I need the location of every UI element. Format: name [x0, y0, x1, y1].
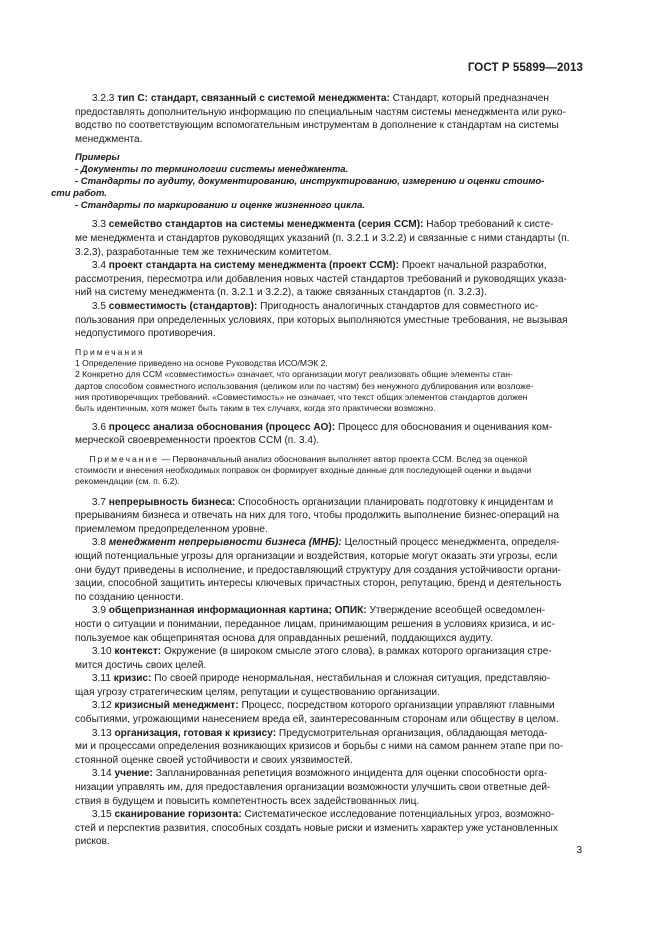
section-number: 3.7 [91, 496, 106, 508]
text-line: зации, способной защитить интересы ключевых причастных сторон, репутацию, бренд и деятельность [75, 578, 562, 590]
note-item: 1 Определение приведено на основе Руководства ИСО/МЭК 2. [75, 358, 328, 369]
example-item: сти работ. [51, 188, 107, 200]
section-3-13 [75, 727, 581, 768]
examples-heading: Примеры [75, 152, 120, 164]
note-block [75, 454, 581, 488]
text-line: По своей природе ненормальная, нестабильная и сложная ситуация, представляю- [154, 673, 551, 685]
term-title: семейство стандартов на системы менеджмента (серия ССМ): [108, 219, 424, 231]
term-title: учение: [114, 768, 153, 780]
text-line: приемлемом предопределенном уровне. [75, 523, 268, 535]
note-dash: — [161, 453, 171, 464]
text-line: предоставлять дополнительную информацию по специальным частям системы менеджмента или руко- [75, 106, 566, 118]
text-line: они будут приведены в исполнение, и предоставляющий структуру для создания устойчивости органи- [75, 564, 561, 576]
text-line: ствия в будущем и повысить компетентность всех задействованных лиц. [75, 795, 420, 807]
page-content [51, 92, 581, 849]
term-title: проект стандарта на систему менеджмента (проект ССМ): [108, 260, 400, 272]
text-line: низации управлять им, для предоставления организации возможности улучшить свои ответные дей- [75, 782, 551, 794]
term-title: совместимость (стандартов): [108, 300, 258, 312]
section-3-9 [75, 604, 581, 645]
text-line: Запланированная репетиция возможного инцидента для оценки способности орга- [155, 768, 548, 780]
text-line: Целостный процесс менеджмента, определя- [344, 537, 560, 549]
text-line: Процесс, посредством которого организации управляют главными [241, 700, 555, 712]
term-title: тип С: стандарт, связанный с системой менеджмента: [117, 93, 390, 104]
text-line: стоянной оценке своей устойчивости и своих уязвимостей. [75, 754, 353, 766]
notes-heading: Примечания [75, 346, 145, 357]
text-line: водство по соответствующим вспомогательным инструментам в дополнение к стандартам на системы [75, 120, 559, 132]
section-3-11 [75, 672, 581, 699]
note-text: Первоначальный анализ обоснования выполняет автор проекта ССМ. Вслед за оценкой [172, 453, 528, 464]
section-number: 3.14 [91, 768, 112, 780]
section-number: 3.3 [91, 219, 106, 231]
text-line: Стандарт, который предназначен [392, 93, 549, 104]
note-text: рекомендации (см. п. 6.2). [75, 476, 180, 487]
text-line: стей и перспектив развития, способных создать новые риски и изменить характер уже установленных [75, 822, 558, 834]
term-title: непрерывность бизнеса: [108, 496, 236, 508]
section-3-3 [75, 218, 581, 259]
text-line: щая угрозу стратегическим целям, репутации и существованию организации. [75, 686, 440, 698]
text-line: ности о ситуации и понимании, переданное лицам, принимающим решения в условиях кризиса, и ис- [75, 618, 555, 630]
section-number: 3.9 [91, 605, 106, 617]
note-item: быть идентичным, хотя может быть таким в тех случаях, когда это практически возможно. [75, 403, 436, 414]
text-line: рассмотрения, пересмотра или добавления новых частей стандартов требований и руководящих указа- [75, 273, 567, 285]
term-title: менеджмент непрерывности бизнеса (МНБ): [108, 537, 342, 549]
section-3-2-3 [75, 92, 581, 146]
section-number: 3.6 [91, 421, 106, 433]
text-line: по созданию ценности. [75, 591, 184, 603]
text-line: Процесс для обоснования и оценивания ком- [337, 421, 553, 433]
section-3-4 [75, 259, 581, 300]
section-number: 3.5 [91, 300, 106, 312]
notes-block [75, 347, 581, 415]
example-item: - Стандарты по маркированию и оценке жизненного цикла. [75, 200, 365, 212]
term-title: кризисный менеджмент: [114, 700, 239, 712]
text-line: ме менеджмента и стандартов руководящих указаний (п. 3.2.1 и 3.2.2) и связанные с ними стандарты (п. [75, 232, 570, 244]
section-3-14 [75, 767, 581, 808]
note-item: 2 Конкретно для ССМ «совместимость» означает, что организации могут реализовать общие элементы стан- [75, 369, 513, 380]
text-line: событиями, угрожающими нанесением вреда ей, заинтересованным сторонам или обществу в целом. [75, 714, 559, 726]
example-item: - Стандарты по аудиту, документированию, инструктированию, измерению и оценки стоимо- [75, 176, 545, 188]
text-line: рисков. [75, 836, 110, 848]
section-3-7 [75, 496, 581, 537]
section-number: 3.10 [91, 646, 112, 658]
page-number: 3 [576, 845, 582, 856]
text-line: Окружение (в широком смысле этого слова), в рамках которого организация стре- [164, 646, 552, 658]
section-number: 3.12 [91, 700, 112, 712]
section-3-8 [75, 536, 581, 604]
section-number: 3.11 [91, 673, 111, 685]
section-number: 3.4 [91, 260, 106, 272]
section-number: 3.2.3 [91, 93, 115, 104]
text-line: Набор требований к систе- [426, 219, 554, 231]
document-id: ГОСТ Р 55899—2013 [467, 62, 583, 74]
example-item: - Документы по терминологии системы менеджмента. [75, 164, 349, 176]
text-line: прерываниям бизнеса и отвечать на них для того, чтобы продолжить выполнение бизнес-операций на [75, 510, 560, 522]
text-line: ющий потенциальные угрозы для организации и воздействия, которые могут оказать эти угрозы, если [75, 550, 558, 562]
text-line: Предусмотрительная организация, обладающая метода- [278, 727, 548, 739]
section-3-6 [75, 421, 581, 448]
section-3-5 [75, 300, 581, 341]
examples-block [51, 152, 581, 212]
text-line: мится достичь своих целей. [75, 659, 207, 671]
text-line: Систематическое исследование потенциальных угроз, возможно- [244, 809, 555, 821]
section-number: 3.8 [91, 537, 106, 549]
text-line: Проект начальной разработки, [401, 260, 547, 272]
text-line: пользования при определенных условиях, при которых выполняются уместные требования, не вызывая [75, 314, 568, 326]
term-title: контекст: [114, 646, 162, 658]
term-title: сканирование горизонта: [114, 809, 242, 821]
term-title: кризис: [113, 673, 152, 685]
text-line: мерческой своевременности проектов ССМ (п. 3.4). [75, 435, 320, 447]
note-label: Примечание [89, 453, 160, 464]
text-line: недопустимого противоречия. [75, 328, 216, 340]
text-line: пользуемое как общепринятая основа для оправданных решений, поддающихся аудиту. [75, 632, 493, 644]
section-3-15 [75, 808, 581, 849]
text-line: менеджмента. [75, 133, 143, 145]
text-line: Способность организации планировать подготовку к инцидентам и [238, 496, 554, 508]
note-item: ния противоречащих требований. «Совместимость» не означает, что текст общих элементов стандартов должен [75, 391, 528, 402]
term-title: общепризнанная информационная картина; ОПИК: [108, 605, 367, 617]
note-item: дартов способом совместного использования (целиком или по частям) без ненужного дублирования или возложе- [75, 380, 534, 391]
term-title: организация, готовая к кризису: [114, 727, 277, 739]
text-line: ми и процессами определения возникающих кризисов и борьбы с ними на самом раннем этапе при по- [75, 741, 564, 753]
section-number: 3.15 [91, 809, 112, 821]
section-3-10 [75, 645, 581, 672]
text-line: Пригодность аналогичных стандартов для совместного ис- [260, 300, 539, 312]
text-line: ний на систему менеджмента (п. 3.2.1 и 3.2.2), а также связанных стандартов (п. 3.2.3). [75, 287, 487, 299]
term-title: процесс анализа обоснования (процесс АО): [108, 421, 336, 433]
note-text: стоимости и внесения необходимых поправок он формирует входные данные для последующей оценки и выдачи [75, 464, 532, 475]
section-3-12 [75, 699, 581, 726]
text-line: 3.2.3), разработанные тем же техническим комитетом. [75, 246, 332, 258]
section-number: 3.13 [91, 727, 112, 739]
text-line: Утверждение всеобщей осведомлен- [369, 605, 546, 617]
